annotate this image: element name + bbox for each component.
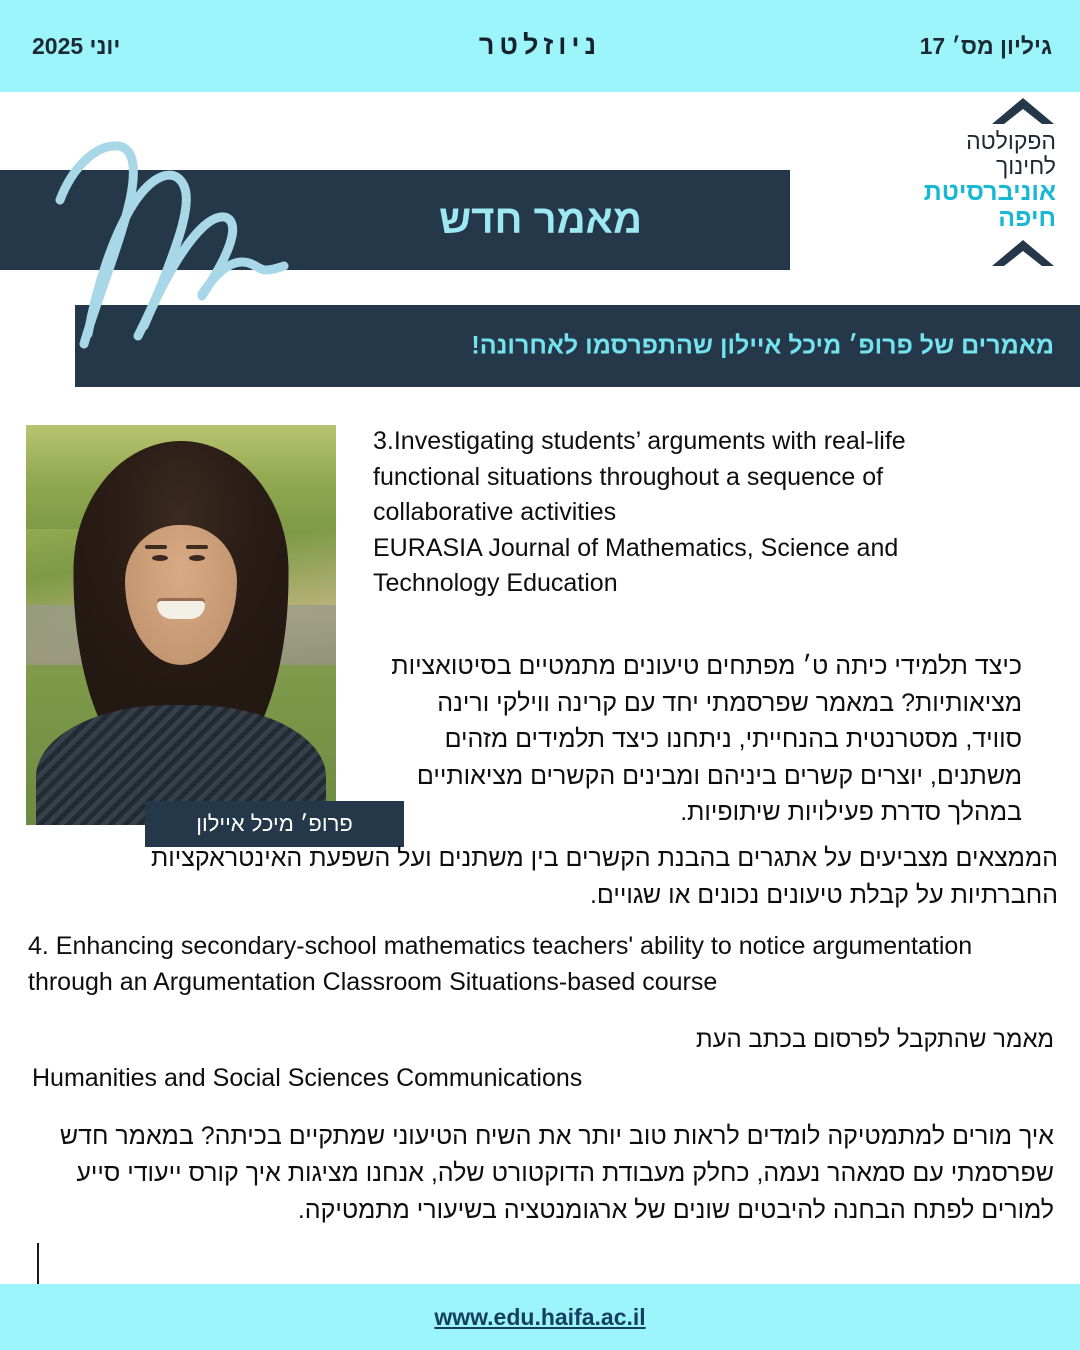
- article-3-journal: EURASIA Journal of Mathematics, Science and Technology Education: [373, 533, 899, 597]
- newsletter-masthead: ניוזלטר: [478, 30, 602, 60]
- article-4-journal-hebrew: מאמר שהתקבל לפרסום בכתב העת: [696, 1026, 1054, 1053]
- article-4-title: 4. Enhancing secondary-school mathematics teachers' ability to notice argumentation through an Argumentation Classroom Situations-based course: [28, 932, 973, 997]
- article-3-body-hebrew-tail: הממצאים מצביעים על אתגרים בהבנת הקשרים בין משתנים ועל השפעת האינטראקציות החברתיות על קבלת טיעונים נכונים או שגויים.: [150, 844, 1058, 909]
- main-banner: [0, 170, 790, 270]
- top-header-bar: [0, 0, 1080, 92]
- sub-banner-title: מאמרים של פרופ׳ מיכל איילון שהתפרסמו לאחרונה!: [471, 331, 1054, 360]
- logo-faculty-line2: לחינוך: [995, 153, 1056, 180]
- article-4-journal-english: Humanities and Social Sciences Communications: [32, 1064, 583, 1092]
- main-banner-title: מאמר חדש: [438, 197, 642, 242]
- logo-faculty-line1: הפקולטה: [966, 128, 1056, 154]
- sub-banner: [75, 305, 1080, 387]
- photo-brow-right: [186, 545, 208, 549]
- university-logo: [906, 96, 1056, 270]
- chevron-up-icon-bottom: [906, 238, 1056, 270]
- photo-caption: פרופ׳ מיכל איילון: [145, 801, 404, 847]
- chevron-up-icon: [906, 96, 1056, 128]
- issue-number: גיליון מס׳ 17: [919, 33, 1052, 59]
- logo-university-line1: אוניברסיטת: [923, 177, 1056, 206]
- website-link[interactable]: www.edu.haifa.ac.il: [434, 1303, 646, 1330]
- photo-brow-left: [145, 545, 167, 549]
- article-3-title: [373, 424, 1013, 602]
- photo-eye-left: [152, 555, 168, 561]
- avatar: [26, 425, 336, 825]
- author-photo-block: [26, 425, 353, 836]
- logo-university-line2: חיפה: [998, 204, 1056, 233]
- issue-date: יוני 2025: [32, 33, 121, 59]
- article-3-title-text: 3.Investigating students’ arguments with real-life functional situations throughout a sequence of collaborative activities: [373, 427, 906, 526]
- photo-eye-right: [189, 555, 205, 561]
- photo-smile: [157, 601, 205, 619]
- article-3-body-hebrew: כיצד תלמידי כיתה ט׳ מפתחים טיעונים מתמטיים בסיטואציות מציאותיות? במאמר שפרסמתי יחד עם קרינה ווילקי ורינה סוויד, מסטרנטית בהנחייתי, ניתחנו כיצד תלמידים מזהים משתנים, יוצרים קשרים ביניהם ומבינים הקשרים מציאותיים במהלך סדרת פעילויות שיתופיות.: [391, 652, 1022, 826]
- footer-bar: [0, 1284, 1080, 1350]
- article-4-body-hebrew: איך מורים למתמטיקה לומדים לראות טוב יותר את השיח הטיעוני שמתקיים בכיתה? במאמר חדש שפרסמתי עם סמאהר נעמה, כחלק מעבודת הדוקטורט שלה, אנחנו מציגות איך קורס ייעודי סייע למורים לפתח הבחנה להיבטים שונים של ארגומנטציה בשיעורי מתמטיקה.: [59, 1122, 1054, 1224]
